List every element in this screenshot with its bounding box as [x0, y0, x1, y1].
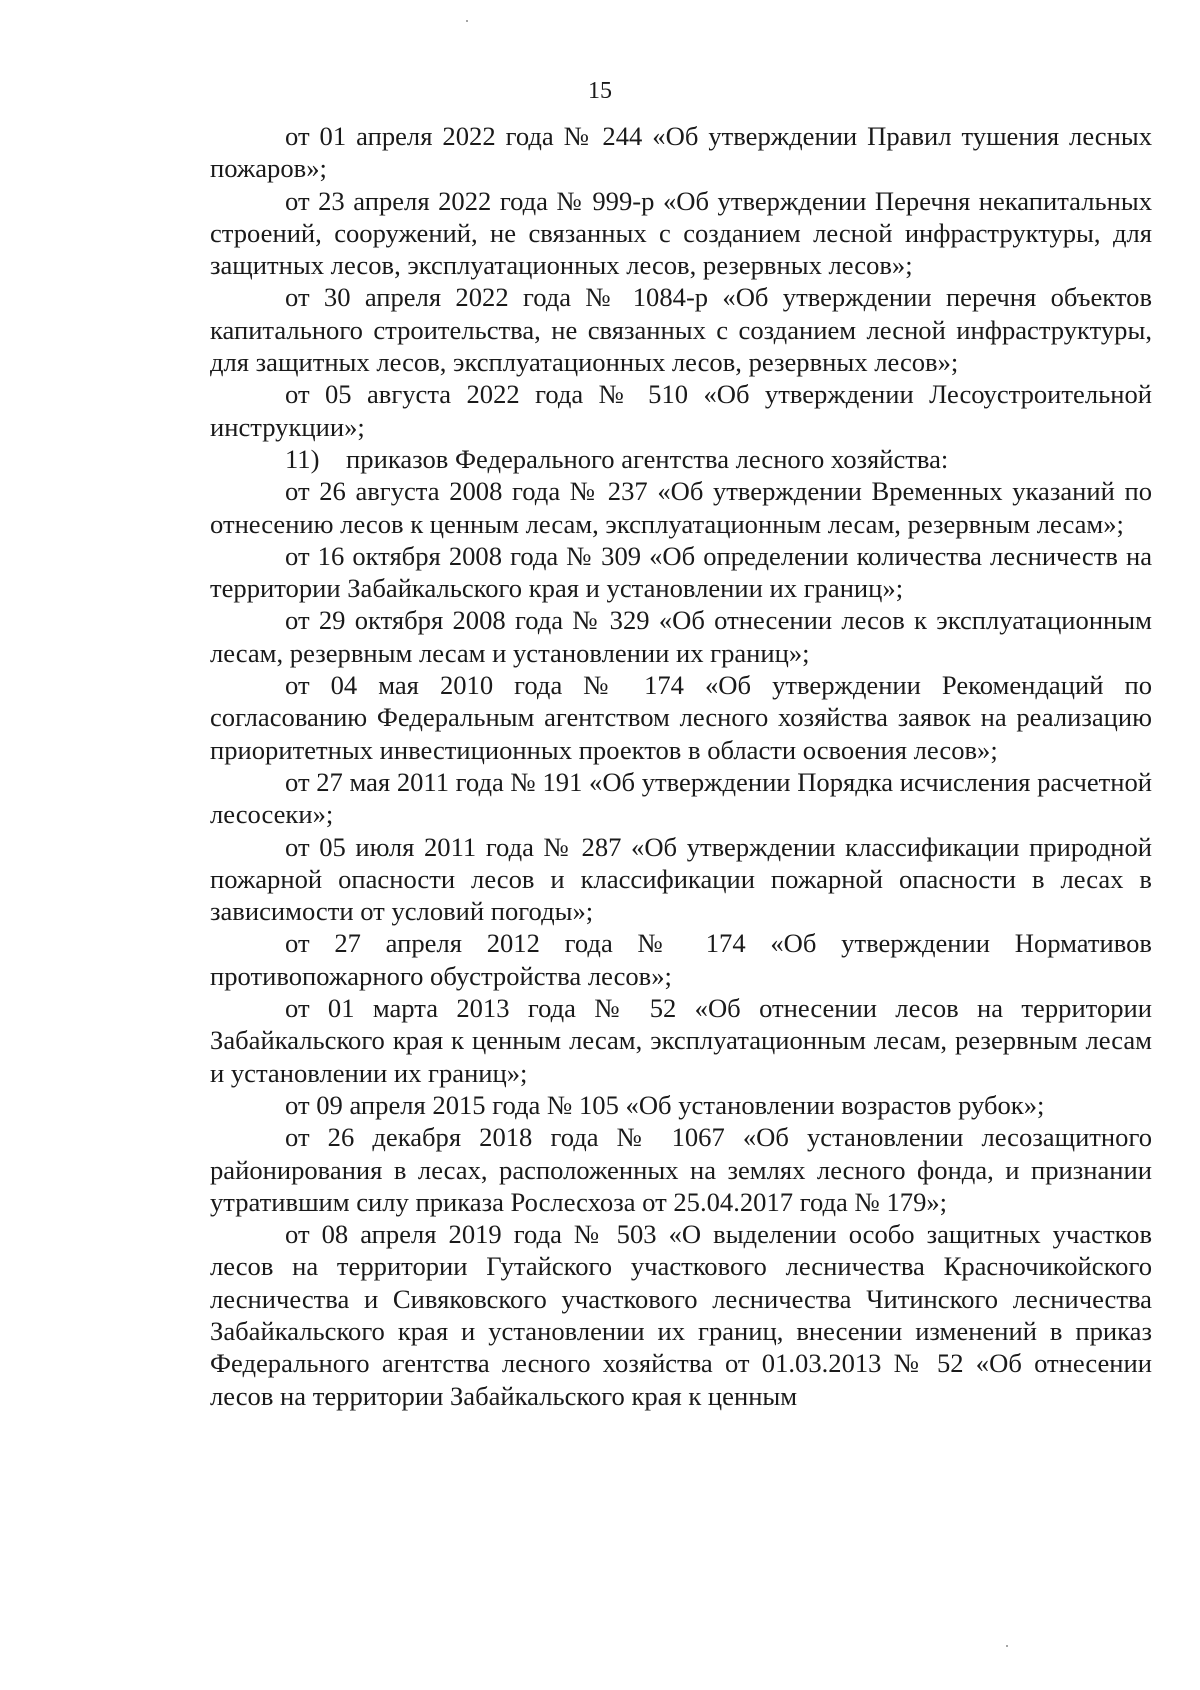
paragraph: от 01 марта 2013 года № 52 «Об отнесении лесов на территории Забайкальского края к ценным лесам, эксплуатационным лесам, резервным лесам и установлении их границ»; — [210, 993, 1152, 1088]
paragraph: от 01 апреля 2022 года № 244 «Об утверждении Правил тушения лесных пожаров»; — [210, 121, 1152, 184]
paragraph: от 04 мая 2010 года № 174 «Об утверждении Рекомендаций по согласованию Федеральным агентством лесного хозяйства заявок на реализацию приоритетных инвестиционных проектов в области освоения лесов»; — [210, 670, 1152, 765]
paragraph: от 09 апреля 2015 года № 105 «Об установлении возрастов рубок»; — [285, 1089, 1045, 1120]
paragraph: от 30 апреля 2022 года № 1084-р «Об утверждении перечня объектов капитального строительства, не связанных с созданием лесной инфраструктуры, для защитных лесов, эксплуатационных лесов, резервных лесов»; — [210, 282, 1152, 378]
paragraph: от 27 мая 2011 года № 191 «Об утверждении Порядка исчисления расчетной лесосеки»; — [210, 766, 1152, 830]
paragraph: от 27 апреля 2012 года № 174 «Об утверждении Нормативов противопожарного обустройства лесов»; — [210, 928, 1152, 991]
paragraph: от 08 апреля 2019 года № 503 «О выделении особо защитных участков лесов на территории Гутайского участкового лесничества Красночикойского лесничества и Сивяковского участкового лесничества Читинского лесничества Забайкальского края и установлении их границ, внесении изменений в приказ Федерального агентства лесного хозяйства от 01.03.2013 № 52 «Об отнесении лесов на территории Забайкальского края к ценным — [210, 1219, 1152, 1411]
scan-speck — [466, 20, 468, 22]
scan-speck — [1006, 1645, 1008, 1647]
paragraph: от 26 декабря 2018 года № 1067 «Об установлении лесозащитного районирования в лесах, расположенных на землях лесного фонда, и признании утратившим силу приказа Рослесхоза от 25.04.2017 года № 179»; — [210, 1122, 1152, 1217]
section-heading: 11) приказов Федерального агентства лесного хозяйства: — [285, 443, 949, 474]
paragraph: от 05 августа 2022 года № 510 «Об утверждении Лесоустроительной инструкции»; — [210, 379, 1152, 442]
page-number: 15 — [588, 78, 612, 104]
paragraph: от 16 октября 2008 года № 309 «Об определении количества лесничеств на территории Забайкальского края и установлении их границ»; — [210, 540, 1152, 604]
paragraph: от 05 июля 2011 года № 287 «Об утверждении классификации природной пожарной опасности лесов и классификации пожарной опасности в лесах в зависимости от условий погоды»; — [210, 831, 1152, 927]
paragraph: от 26 августа 2008 года № 237 «Об утверждении Временных указаний по отнесению лесов к ценным лесам, эксплуатационным лесам, резервным лесам»; — [210, 476, 1152, 539]
paragraph: от 29 октября 2008 года № 329 «Об отнесении лесов к эксплуатационным лесам, резервным лесам и установлении их границ»; — [210, 605, 1152, 668]
document-body — [210, 120, 1152, 1412]
paragraph: от 23 апреля 2022 года № 999-р «Об утверждении Перечня некапитальных строений, сооружений, не связанных с созданием лесной инфраструктуры, для защитных лесов, эксплуатационных лесов, резервных лесов»; — [210, 185, 1152, 281]
